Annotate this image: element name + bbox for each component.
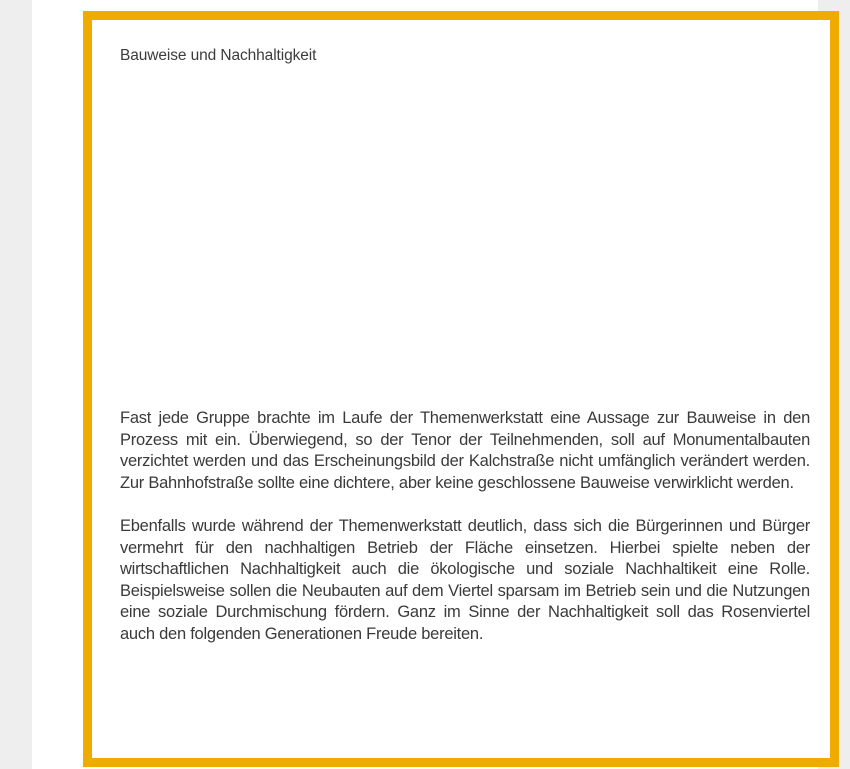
paragraph-bauweise: Fast jede Gruppe brachte im Laufe der Themenwerkstatt eine Aussage zur Bauweise in den Prozess mit ein. Überwiegend, so der Tenor der Teilnehmenden, soll auf Monumentalbauten verzichtet werden und das Erscheinungsbild der Kalchstraße nicht umfänglich verändert werden. Zur Bahnhofstraße sollte eine dichtere, aber keine geschlossene Bauweise verwirklicht werden.: [120, 409, 810, 492]
paragraph-nachhaltigkeit: Ebenfalls wurde während der Themenwerkstatt deutlich, dass sich die Bürgerinnen und Bürger vermehrt für den nachhaltigen Betrieb der Fläche einsetzen. Hierbei spielte neben der wirtschaftlichen Nachhaltigkeit auch die ökologische und soziale Nachhaltikeit eine Rolle. Beispielsweise sollen die Neubauten auf dem Viertel sparsam im Betrieb sein und die Nutzungen eine soziale Durchmischung fördern. Ganz im Sinne der Nachhaltigkeit soll das Rosenviertel auch den folgenden Generationen Freude bereiten.: [120, 516, 810, 643]
body-text: [120, 408, 810, 667]
page: [32, 0, 818, 769]
section-heading: Bauweise und Nachhaltigkeit: [120, 47, 317, 64]
content-frame: [83, 11, 839, 767]
